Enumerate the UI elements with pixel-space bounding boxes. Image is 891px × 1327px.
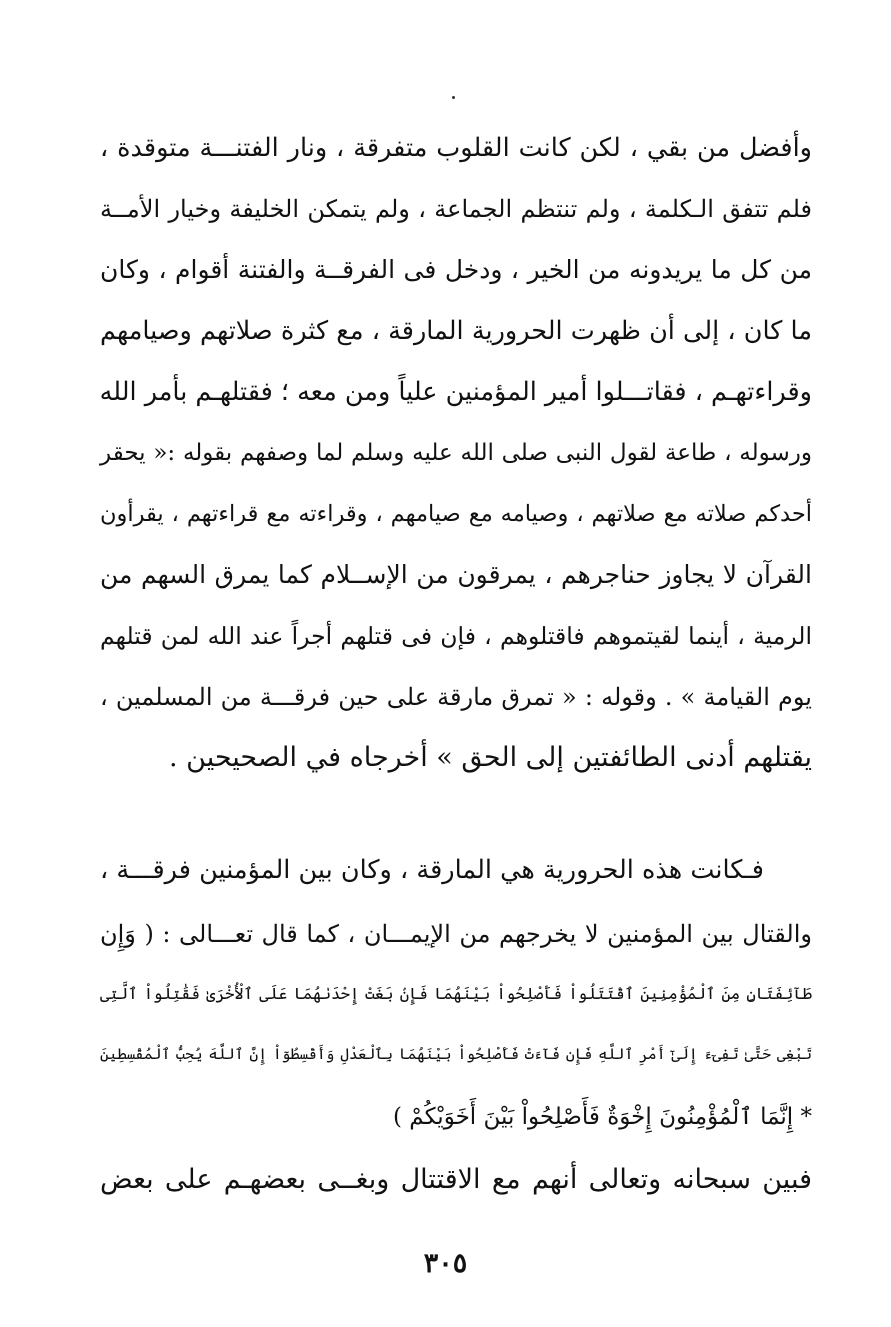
text-line: أحدكم صلاته مع صلاتهم ، وصيامه مع صيامهم ، وقراءته مع قراءتهم ، يقرأون xyxy=(100,501,812,527)
text-line: فـكانت هذه الحرورية هي المارقة ، وكان بين المؤمنين فرقـــة ، xyxy=(100,855,764,885)
text-line: وأفضل من بقي ، لكن كانت القلوب متفرقة ، ونار الفتنـــة متوقدة ، xyxy=(100,133,812,163)
text-line: فلم تتفق الـكلمة ، ولم تنتظم الجماعة ، ولم يتمكن الخليفة وخيار الأمــة xyxy=(100,195,812,223)
text-line: يقتلهم أدنى الطائفتين إلى الحق » أخرجاه في الصحيحين . xyxy=(168,742,812,773)
text-line: ما كان ، إلى أن ظهرت الحرورية المارقة ، مع كثرة صلاتهم وصيامهم xyxy=(100,316,812,346)
text-line: من كل ما يريدونه من الخير ، ودخل فى الفرقــة والفتنة أقوام ، وكان xyxy=(100,255,812,284)
scan-speck xyxy=(452,96,455,99)
verse-line: * إِنَّمَا ٱلْمُؤْمِنُونَ إِخْوَةٌ فَأَصْلِحُواْ بَيْنَ أَخَوَيْكُمْ ) xyxy=(393,1104,812,1130)
text-line: والقتال بين المؤمنين لا يخرجهم من الإيمـــان ، كما قال تعـــالى : ( وَإِن xyxy=(100,920,812,948)
verse-line: تَبْغِى حَتَّىٰ تَفِىٓءَ إِلَىٰٓ أَمْرِ ٱللَّهِ فَإِن فَآءَتْ فَأَصْلِحُواْ بَيْنَهُمَا بِٱلْعَدْلِ وَأَقْسِطُوٓاْ إِنَّ ٱللَّهَ يُحِبُّ ٱلْمُقْسِطِينَ xyxy=(100,1045,812,1063)
verse-line: طَآئِفَتَانِ مِنَ ٱلْمُؤْمِنِينَ ٱقْتَتَلُواْ فَأَصْلِحُواْ بَيْنَهُمَا فَإِنۢ بَغَتْ إِحْدَىٰهُمَا عَلَى ٱلْأُخْرَىٰ فَقَٰتِلُواْ ٱلَّتِى xyxy=(100,984,812,1003)
text-line: القرآن لا يجاوز حناجرهم ، يمرقون من الإســلام كما يمرق السهم من xyxy=(100,560,812,589)
text-line: وقراءتهـم ، فقاتـــلوا أمير المؤمنين علياً ومن معه ؛ فقتلهـم بأمر الله xyxy=(99,377,812,407)
page-number: ٣٠٥ xyxy=(423,1248,468,1279)
text-line: فبين سبحانه وتعالى أنهم مع الاقتتال وبغــى بعضهـم على بعض xyxy=(100,1164,812,1195)
text-line: ورسوله ، طاعة لقول النبى صلى الله عليه وسلم لما وصفهم بقوله :« يحقر xyxy=(100,440,812,466)
text-line: يوم القيامة » . وقوله : « تمرق مارقة على حين فرقـــة من المسلمين ، xyxy=(100,683,812,711)
text-line: الرمية ، أينما لقيتموهم فاقتلوهم ، فإن فى قتلهم أجراً عند الله لمن قتلهم xyxy=(100,622,812,650)
